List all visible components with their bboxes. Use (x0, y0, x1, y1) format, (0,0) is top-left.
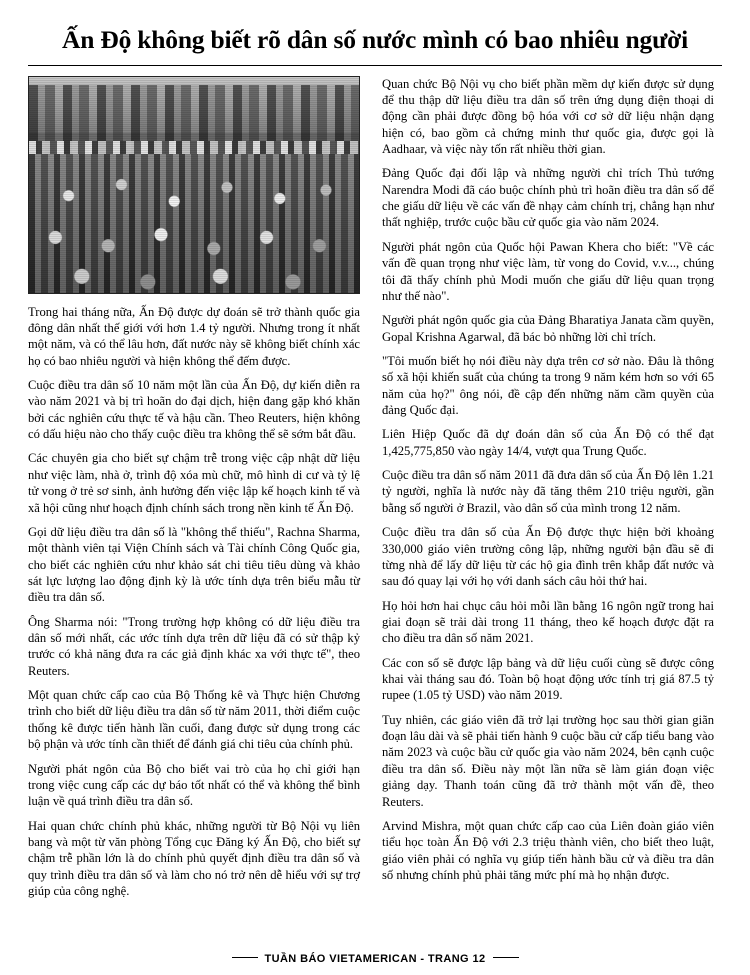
paragraph: Trong hai tháng nữa, Ấn Độ được dự đoán sẽ trở thành quốc gia đông dân nhất thế giới với hơn 1.4 tỷ người. Nhưng trong ít nhất một năm, và có thể lâu hơn, đất nước này sẽ không biết chính xác họ có bao nhiêu người và hiện không thể đếm được. (28, 304, 360, 368)
footer-label: TUẦN BÁO VIETAMERICAN - TRANG 12 (264, 953, 486, 965)
right-column (382, 76, 714, 892)
paragraph: Cuộc điều tra dân số năm 2011 đã đưa dân số của Ấn Độ lên 1.21 tỷ người, nghĩa là nước này đã tăng thêm 210 triệu người, gần bằng số người ở Brazil, vào dân số của mình trong 12 năm. (382, 468, 714, 515)
paragraph: Họ hỏi hơn hai chục câu hỏi mỗi lần bằng 16 ngôn ngữ trong hai giai đoạn sẽ trải dài trong 11 tháng, theo kế hoạch được đặt ra cho điều tra dân số năm 2021. (382, 598, 714, 646)
paragraph: Cuộc điều tra dân số của Ấn Độ được thực hiện bởi khoảng 330,000 giáo viên trường công lập, những người bận đầu sẽ đi từng nhà để lấy dữ liệu từ các hộ gia đình trên khắp đất nước và sau đó quay lại với họ với danh sách câu hỏi thứ hai. (382, 525, 714, 589)
footer-rule-right (493, 957, 519, 958)
paragraph: Liên Hiệp Quốc đã dự đoán dân số của Ấn Độ có thể đạt 1,425,775,850 vào ngày 14/4, vượt qua Trung Quốc. (382, 427, 714, 458)
paragraph: Người phát ngôn quốc gia của Đảng Bharatiya Janata cầm quyền, Gopal Krishna Agarwal, đã bác bỏ những lời chỉ trích. (382, 313, 714, 344)
paragraph: Tuy nhiên, các giáo viên đã trở lại trường học sau thời gian giãn đoạn lâu dài và sẽ phải tiến hành 9 cuộc bầu cử cấp tiểu bang vào năm 2023 và cuộc bầu cử quốc gia vào năm 2024, bên cạnh cuộc điều tra dân số. Điều này một lần nữa sẽ làm gián đoạn việc giảng dạy. Thanh toán cũng đã trở thành một vấn đề, theo Reuters. (382, 712, 714, 809)
paragraph: Người phát ngôn của Bộ cho biết vai trò của họ chỉ giới hạn trong việc cung cấp các dự báo tốt nhất có thể và không thể bình luận về quá trình điều tra dân số. (28, 761, 360, 809)
paragraph: Một quan chức cấp cao của Bộ Thống kê và Thực hiện Chương trình cho biết dữ liệu điều tra dân số từ năm 2011, thời điểm cuộc thống kê được tiến hành lần cuối, đang được sử dụng trong các bộ phận và ước tính cần thiết để đánh giá chi tiêu của chính phủ. (28, 688, 360, 752)
paragraph: Gọi dữ liệu điều tra dân số là "không thể thiếu", Rachna Sharma, một thành viên tại Viện Chính sách và Tài chính Công Quốc gia, cho biết các nghiên cứu như khảo sát chi tiêu tiêu dùng và khảo sát lực lượng lao động định kỳ là ước tính dựa trên biểu mẫu từ điều tra dân số. (28, 524, 360, 605)
paragraph: Quan chức Bộ Nội vụ cho biết phần mềm dự kiến được sử dụng để thu thập dữ liệu điều tra dân số trên ứng dụng điện thoại di động cần phải được đồng bộ hóa với cơ sở dữ liệu nhận dạng hiện có, bao gồm cả chứng minh thư quốc gia, được gọi là Aadhaar, và việc này tốn rất nhiều thời gian. (382, 76, 714, 156)
footer-rule-left (232, 957, 258, 958)
photo-grain (29, 77, 359, 293)
paragraph: Cuộc điều tra dân số 10 năm một lần của Ấn Độ, dự kiến diễn ra vào năm 2021 và bị trì hoãn do đại dịch, hiện đang gặp khó khăn bởi các nghiên cứu thực tế và hậu cần. Theo Reuters, hiện không có dấu hiệu nào cho thấy cuộc điều tra không thể sẽ sớm bắt đầu. (28, 377, 360, 442)
paragraph: Người phát ngôn của Quốc hội Pawan Khera cho biết: "Về các vấn đề quan trọng như việc làm, từ vong do Covid, v.v..., chúng tôi đã thấy chính phủ Modi muốn che giấu dữ liệu quan trọng như thế nào". (382, 239, 714, 303)
title-divider (28, 65, 722, 66)
page-footer (28, 947, 722, 965)
paragraph: Các con số sẽ được lập bảng và dữ liệu cuối cùng sẽ được công khai vài tháng sau đó. Toàn bộ hoạt động ước tính trị giá 87.5 tỷ rupee (1.05 tỷ USD) vào năm 2019. (382, 655, 714, 703)
crowd-photo (28, 76, 360, 294)
paragraph: Hai quan chức chính phủ khác, những người từ Bộ Nội vụ liên bang và một từ văn phòng Tổng cục Đăng ký Ấn Độ, cho biết sự chậm trễ phần lớn là do chính phủ quyết định điều tra dân số và quy trình điều tra dân số và làm cho nó trở nên dễ hiểu với sự trợ giúp của công nghệ. (28, 818, 360, 899)
paragraph: "Tôi muốn biết họ nói điều này dựa trên cơ sở nào. Đâu là thông số xã hội khiến suất của chúng ta trong 9 năm kém hơn so với 65 năm của họ?" ông nói, đề cập đến những năm cầm quyền của đảng Quốc đại. (382, 353, 714, 418)
left-column (28, 76, 360, 908)
paragraph: Arvind Mishra, một quan chức cấp cao của Liên đoàn giáo viên tiểu học toàn Ấn Độ với 2.3 triệu thành viên, cho biết theo luật, giáo viên phải có nghĩa vụ giúp tiến hành bầu cử và điều tra dân số nhưng chính phủ phải tăng mức phí mà họ nhận được. (382, 818, 714, 882)
paragraph: Ông Sharma nói: "Trong trường hợp không có dữ liệu điều tra dân số mới nhất, các ước tính dựa trên dữ liệu đã có sử thập kỷ trước có khả năng đưa ra các giả định khác xa với thực tế", theo Reuters. (28, 614, 360, 678)
paragraph: Đảng Quốc đại đối lập và những người chỉ trích Thủ tướng Narendra Modi đã cáo buộc chính phủ trì hoãn điều tra dân số để che giấu dữ liệu về các vấn đề nhạy cảm chính trị, chẳng hạn như thất nghiệp, trước cuộc bầu cử quốc gia vào năm 2024. (382, 166, 714, 230)
paragraph: Các chuyên gia cho biết sự chậm trễ trong việc cập nhật dữ liệu như việc làm, nhà ở, trình độ xóa mù chữ, mô hình di cư và tỷ lệ tử vong ở trẻ sơ sinh, ảnh hưởng đến việc lập kế hoạch kinh tế và xã hội cũng như hoạch định chính sách trong nền kinh tế Ấn Độ. (28, 451, 360, 515)
article-columns (28, 76, 722, 943)
page-title: Ấn Độ không biết rõ dân số nước mình có bao nhiêu người (62, 25, 688, 54)
